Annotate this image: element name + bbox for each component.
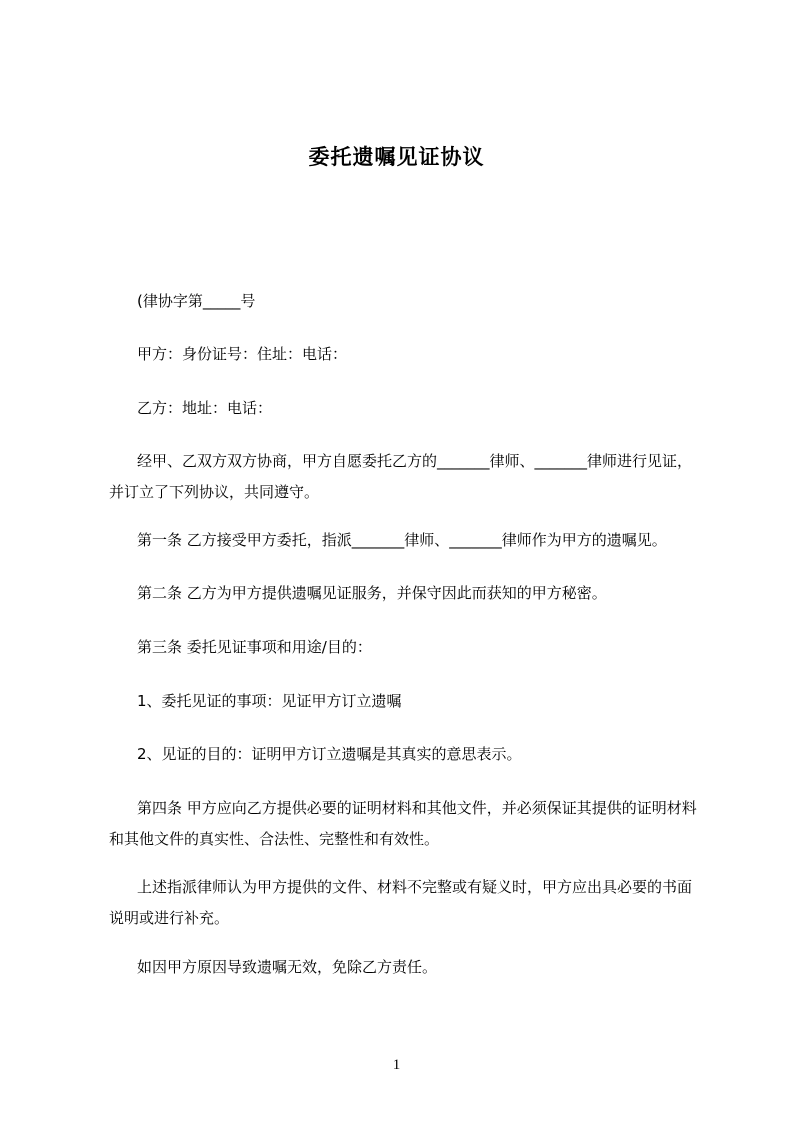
article-2: 第二条 乙方为甲方提供遗嘱见证服务，并保守因此而获知的甲方秘密。 [137, 584, 607, 602]
article-4: 第四条 甲方应向乙方提供必要的证明材料和其他文件，并必须保证其提供的证明材料和其他文件的真实性、合法性、完整性和有效性。 [109, 799, 697, 848]
case-number-line: (律协字第_____号 [137, 292, 256, 310]
article-1: 第一条 乙方接受甲方委托，指派_______律师、_______律师作为甲方的遗嘱见。 [137, 531, 667, 549]
party-a-line: 甲方：身份证号：住址：电话： [137, 345, 348, 363]
preamble-paragraph: 经甲、乙双方双方协商，甲方自愿委托乙方的_______律师、_______律师进行见证，并订立了下列协议，共同遵守。 [109, 452, 693, 501]
page-number: 1 [392, 1057, 401, 1073]
article-3-item-2: 2、见证的目的：证明甲方订立遗嘱是其真实的意思表示。 [137, 745, 522, 763]
article-3: 第三条 委托见证事项和用途/目的： [137, 638, 372, 656]
document-title: 委托遗嘱见证协议 [308, 145, 485, 169]
liability-clause: 如因甲方原因导致遗嘱无效，免除乙方责任。 [137, 958, 438, 976]
article-3-item-1: 1、委托见证的事项：见证甲方订立遗嘱 [137, 692, 402, 710]
article-4-supplement: 上述指派律师认为甲方提供的文件、材料不完整或有疑义时，甲方应出具必要的书面说明或进行补充。 [109, 878, 693, 927]
party-b-line: 乙方：地址：电话： [137, 399, 273, 417]
